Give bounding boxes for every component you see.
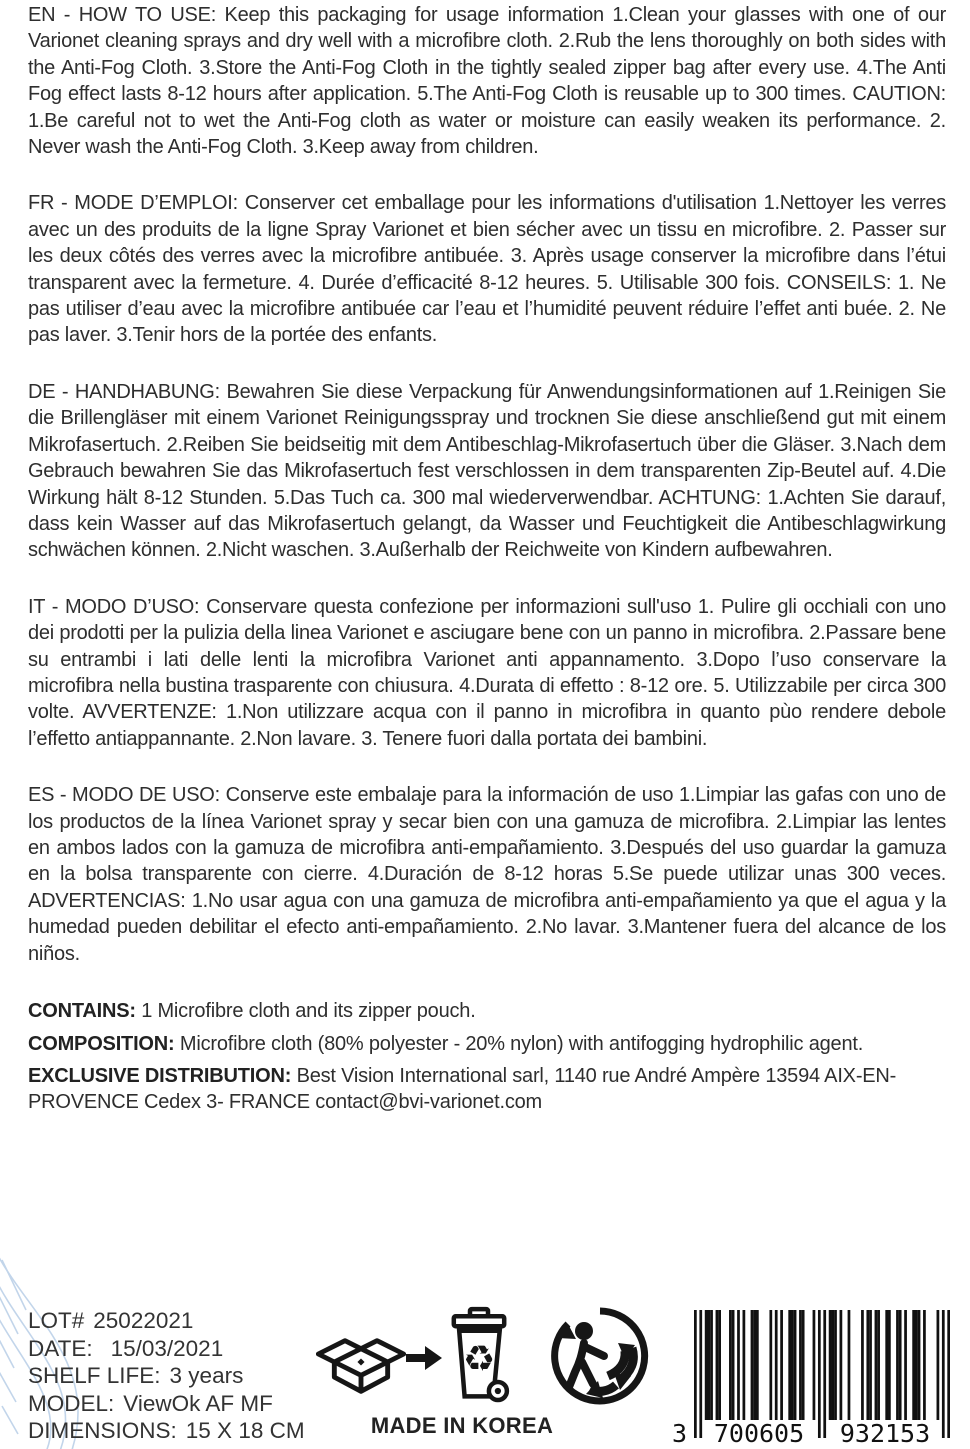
distribution-label: EXCLUSIVE DISTRIBUTION: [28, 1065, 292, 1087]
date-row [28, 1335, 305, 1363]
made-in-korea-text: MADE IN KOREA [370, 1413, 554, 1438]
product-details [28, 999, 946, 1115]
contains-label: CONTAINS: [28, 1000, 136, 1022]
composition-text: Microfibre cloth (80% polyester - 20% nylon) with antifogging hydrophilic agent. [179, 1032, 864, 1055]
dimensions-label: DIMENSIONS: [28, 1418, 177, 1443]
lot-value: 25022021 [93, 1308, 194, 1333]
model-label: MODEL: [28, 1390, 115, 1416]
barcode-digits-right: 932153 [829, 1420, 941, 1448]
instructions-it: IT - MODO D’USO: Conservare questa confezione per informazioni sull'uso 1. Pulire gli occhiali con uno dei prodotti per la pulizia della linea Varionet e asciugare bene con un panno in microfibra. 2.Passare bene su entrambi i lati delle lenti la microfibra Varionet anti appannamento. 3.Dopo l’uso conservare la microfibra nella bustina trasparente con chiusura. 4.Durata di effetto : 8-12 ore. 5. Utilizzabile per circa 300 volte. AVVERTENZE: 1.Non utilizzare acqua con il panno in microfibra in quanto pùo rendere debole l’effetto antiappannante. 2.Non lavare. 3. Tenere fuori dalla portata dei bambini. [28, 595, 946, 750]
svg-text:♻: ♻ [462, 1339, 496, 1381]
instructions-de: DE - HANDHABUNG: Bewahren Sie diese Verpackung für Anwendungsinformationen auf 1.Reinigen Sie die Brillengläser mit einem Varionet Reinigungsspray und trocknen Sie diese anschließend gut mit einem Mikrofasertuch. 2.Reiben Sie beidseitig mit dem Antibeschlag-Mikrofasertuch über die Gläser. 3.Nach dem Gebrauch bewahren Sie das Mikrofasertuch fest verschlossen in dem transparenten Zip-Beutel auf. 4.Die Wirkung hält 8-12 Stunden. 5.Das Tuch ca. 300 mal wiederverwendbar. ACHTUNG: 1.Achten Sie darauf, dass kein Wasser auf das Mikrofasertuch gelangt, da Wasser und Feuchtigkeit die Antibeschlagwirkung schwächen können. 2.Nicht waschen. 3.Außerhalb der Reichweite von Kindern aufbewahren. [28, 380, 946, 562]
date-label: DATE: [28, 1335, 93, 1361]
instructions-es: ES - MODO DE USO: Conserve este embalaje para la información de uso 1.Limpiar las gafas con uno de los productos de la línea Varionet spray y secar bien con una gamuza de microfibra. 2.Limpiar las lentes en ambos lados con la gamuza de microfibra anti-empañamiento. 3.Después del uso guardar la gamuza en la bolsa transparente con cierre. 4.Duración de 8-12 horas 5.Se puede utilizar unas 300 veces. ADVERTENCIAS: 1.No usar agua con una gamuza de microfibra anti-empañamiento ya que el agua y la humedad pueden debilitar el efecto anti-empañamiento. 2.No lavar. 3.Mantener fuera del alcance de los niños. [28, 784, 946, 965]
distribution-line [28, 1064, 946, 1115]
barcode-digit-first: 3 [672, 1419, 688, 1448]
lot-label: LOT# [28, 1308, 85, 1333]
date-value: 15/03/2021 [110, 1335, 224, 1361]
triman-icon [548, 1306, 652, 1406]
dimensions-value: 15 X 18 CM [185, 1418, 305, 1443]
instructions-fr: FR - MODE D’EMPLOI: Conserver cet emballage pour les informations d'utilisation 1.Nettoyer les verres avec un des produits de la ligne Spray Varionet et bien sécher avec un tissu en microfibre. 2. Passer sur les deux côtés des verres avec la microfibre antibuée. 3. Après usage conserver la microfibre dans l’étui transparent avec la fermeture. 4. Durée d’efficacité 8-12 heures. 5. Utilisable 300 fois. CONSEILS: 1. Ne pas utiliser d’eau avec la microfibre antibuée car l’eau et l’humidité peuvent réduire l’effet anti buée. 2. Ne pas laver. 3.Tenir hors de la portée des enfants. [28, 192, 946, 347]
lot-row [28, 1307, 305, 1335]
composition-line [28, 1032, 946, 1058]
instructions-en: EN - HOW TO USE: Keep this packaging for usage information 1.Clean your glasses with one of our Varionet cleaning sprays and dry well with a microfibre cloth. 2.Rub the lens thoroughly on both sides with the Anti-Fog Cloth. 3.Store the Anti-Fog Cloth in the tightly sealed zipper bag after every use. 4.The Anti Fog effect lasts 8-12 hours after application. 5.The Anti-Fog Cloth is reusable up to 300 times. CAUTION: 1.Be careful not to wet the Anti-Fog cloth as water or moisture can easily weaken its performance. 2. Never wash the Anti-Fog Cloth. 3.Keep away from children. [28, 4, 946, 159]
model-value: ViewOk AF MF [123, 1390, 273, 1416]
shelf-life-value: 3 years [169, 1363, 244, 1388]
open-box-icon [316, 1322, 406, 1402]
model-row [28, 1390, 305, 1418]
shelf-life-label: SHELF LIFE: [28, 1363, 161, 1388]
dimensions-row [28, 1417, 305, 1445]
contains-line [28, 999, 946, 1025]
contains-text: 1 Microfibre cloth and its zipper pouch. [141, 1000, 476, 1022]
recycle-bin-icon [443, 1306, 515, 1404]
shelf-life-row [28, 1362, 305, 1390]
product-meta [28, 1307, 305, 1445]
arrow-right-icon [406, 1344, 442, 1372]
ean-barcode [672, 1310, 952, 1449]
distribution-text: Best Vision International sarl, 1140 rue André Ampère 13594 AIX-EN-PROVENCE Cedex 3- FRANCE contact@bvi-varionet.com [28, 1065, 897, 1113]
composition-label: COMPOSITION: [28, 1032, 175, 1055]
instructions-text-column [28, 2, 946, 1122]
barcode-digits-left: 700605 [703, 1420, 815, 1448]
